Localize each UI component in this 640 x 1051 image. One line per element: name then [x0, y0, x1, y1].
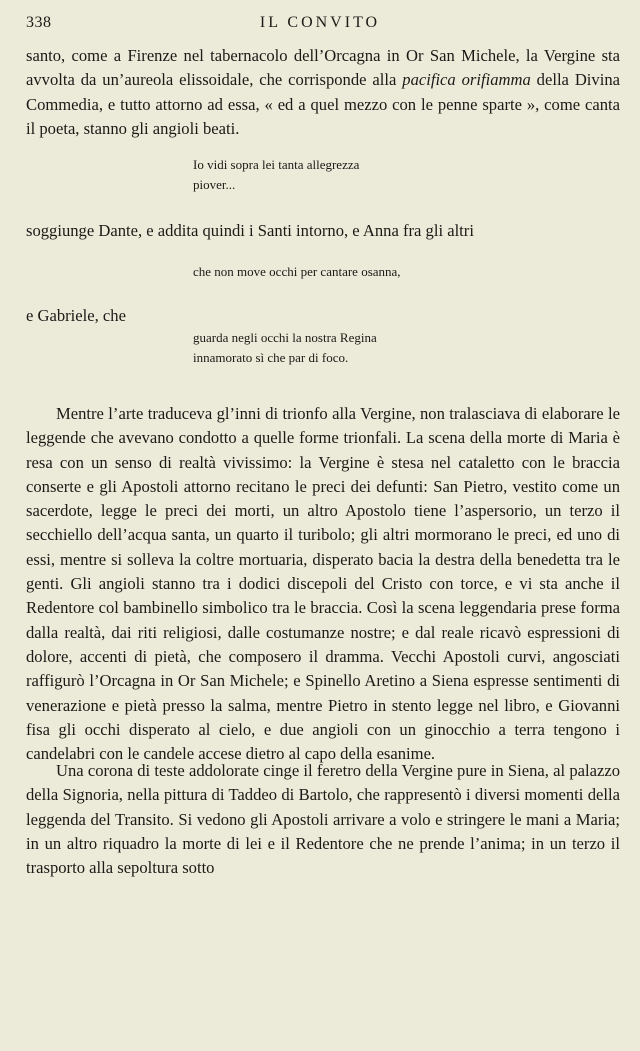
- running-title: IL CONVITO: [259, 14, 381, 31]
- opening-text-end: della Divina Commedia, e tutto attorno ad essa, « ed a quel mezzo con le penne sparte », come canta il poeta, stanno gli angioli beati.: [26, 70, 620, 138]
- verse-line: Io vidi sopra lei tanta allegrezza: [193, 157, 360, 172]
- opening-paragraph: [26, 44, 620, 141]
- verse-quote-2: [193, 262, 613, 282]
- bridge-text-2: e Gabriele, che: [26, 306, 126, 325]
- bridge-text-1: soggiunge Dante, e addita quindi i Santi intorno, e Anna fra gli altri: [26, 221, 474, 240]
- body-paragraph-1: Mentre l’arte traduceva gl’inni di trionfo alla Vergine, non tralasciava di elaborare le leggende che avevano condotto a quelle forme trionfali. La scena della morte di Maria è resa con un senso di realtà vivissimo: la Vergine è stesa nel cataletto con le braccia conserte e gli Apostoli attorno recitano le preci dei defunti: San Pietro, vestito come un sacerdote, legge le preci dei morti, un altro Apostolo tiene l’aspersorio, un terzo il secchiello dell’acqua santa, un quarto il turibolo; gli altri mormorano le preci, ed uno di essi, mentre si solleva la coltre mortuaria, disperato bacia la destra della benedetta tra le genti. Gli angioli stanno tra i dodici discepoli del Cristo con torce, e vi sta anche il Redentore col bambinello simbolico tra le braccia. Così la scena leggendaria prese forma dalla realtà, dai riti religiosi, dalle costumanze nostre; e dal reale ricavò espressioni di dolore, accenti di pietà, che composero il dramma. Vecchi Apostoli curvi, angosciati raffigurò l’Orcagna in Or San Michele; e Spinello Aretino a Siena espresse sentimenti di venerazione e pietà presso la salma, mentre Pietro in stento legge nel libro, e Giovanni fisa gli occhi disperato al cielo, e due angioli con un ginocchio a terra tengono i candelabri con le candele accese dietro al capo della esanime.: [26, 404, 620, 764]
- body-paragraph-2: Una corona di teste addolorate cinge il feretro della Vergine pure in Siena, al palazzo della Signoria, nella pittura di Taddeo di Bartolo, che rappresentò i diversi momenti della leggenda del Transito. Si vedono gli Apostoli arrivare a volo e stringere le mani a Maria; in un altro riquadro la morte di lei e il Redentore che ne prende l’anima; in un terzo il trasporto alla sepoltura sotto: [26, 761, 620, 878]
- page-header: [26, 14, 614, 38]
- opening-text-start: santo, come a Firenze nel tabernacolo dell’Orcagna in Or San Michele, la Vergine sta avvolta da un’aureola elissoidale, che corrisponde alla: [26, 46, 620, 90]
- verse-line: guarda negli occhi la nostra Regina: [193, 330, 377, 345]
- opening-italic-phrase: pacifica orifiamma: [402, 70, 531, 90]
- verse-line: che non move occhi per cantare osanna,: [193, 264, 401, 279]
- page-number: 338: [26, 14, 52, 31]
- verse-quote-1: [193, 155, 613, 195]
- verse-line: piover...: [193, 177, 236, 192]
- verse-quote-3: [193, 328, 613, 368]
- verse-line: innamorato sì che par di foco.: [193, 350, 349, 365]
